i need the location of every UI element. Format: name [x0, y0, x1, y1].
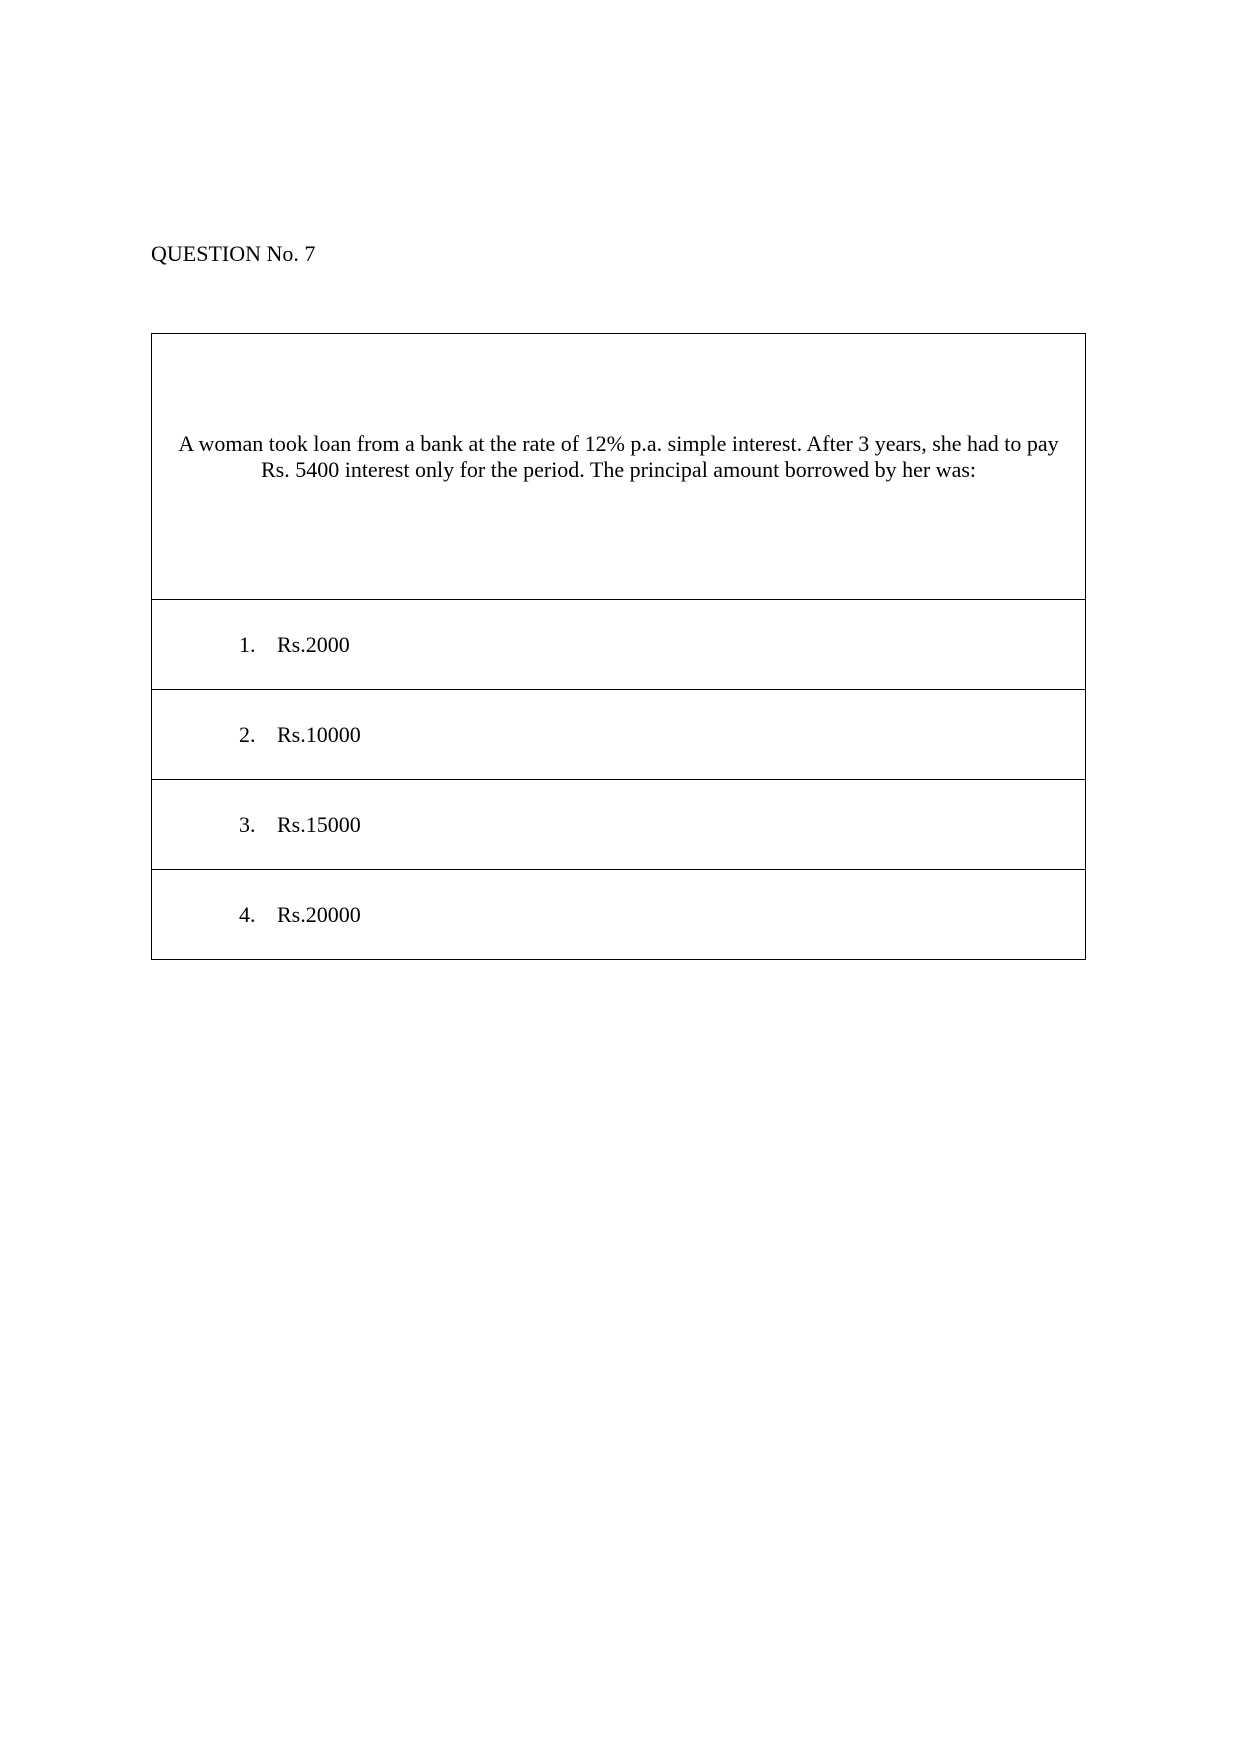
option-label: Rs.15000	[277, 811, 361, 837]
question-stem-cell	[152, 334, 1085, 600]
option-label: Rs.20000	[277, 901, 361, 927]
option-row-2[interactable]	[152, 690, 1085, 780]
question-heading: QUESTION No. 7	[151, 241, 316, 266]
option-row-3[interactable]	[152, 780, 1085, 870]
option-number: 4.	[239, 901, 256, 927]
option-number: 1.	[239, 631, 256, 657]
question-stem-text: A woman took loan from a bank at the rate of 12% p.a. simple interest. After 3 years, she had to pay Rs. 5400 interest only for the period. The principal amount borrowed by her was:	[178, 430, 1059, 482]
option-number: 3.	[239, 811, 256, 837]
option-label: Rs.2000	[277, 631, 350, 657]
question-table	[151, 333, 1086, 960]
option-label: Rs.10000	[277, 721, 361, 747]
option-number: 2.	[239, 721, 256, 747]
option-row-4[interactable]	[152, 870, 1085, 959]
option-row-1[interactable]	[152, 600, 1085, 690]
